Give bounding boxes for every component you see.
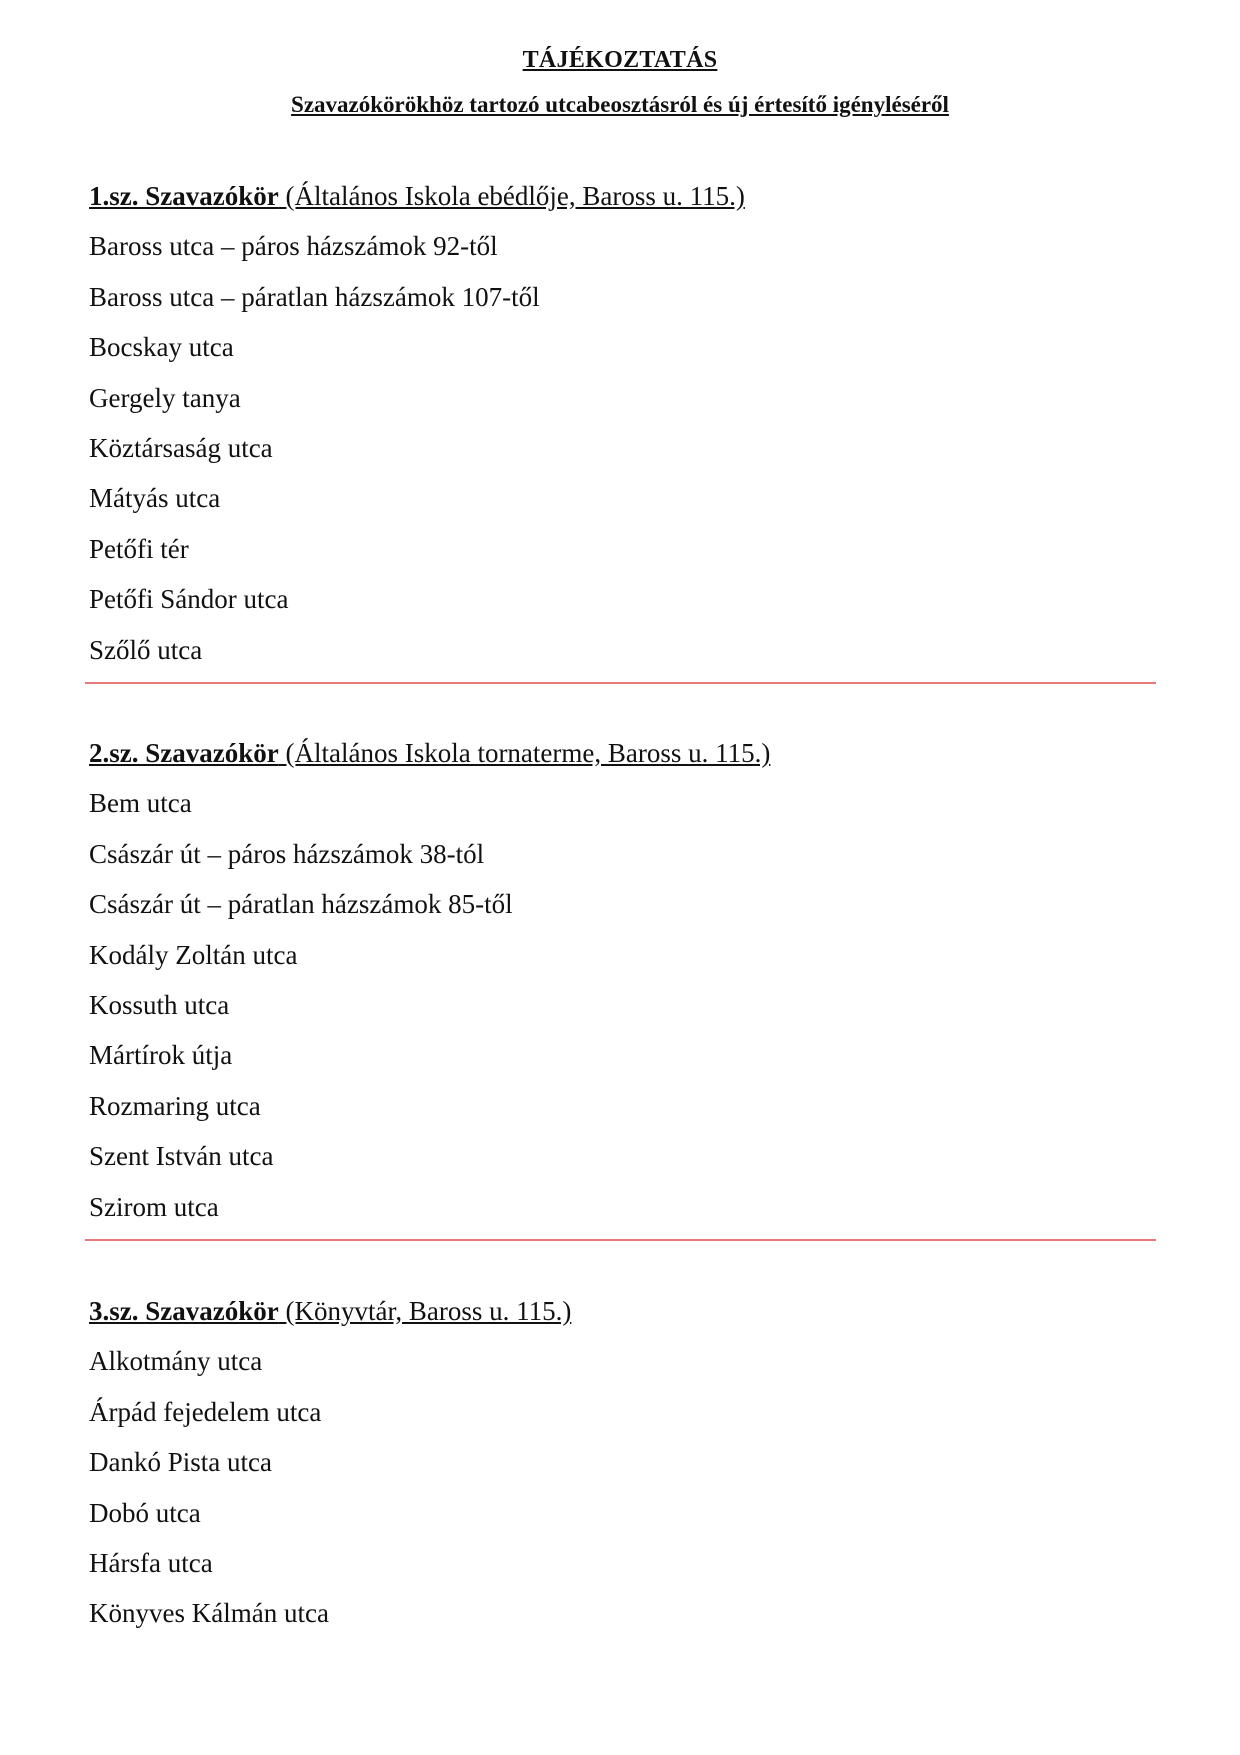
section-heading	[89, 178, 1149, 214]
document-subtitle: Szavazókörökhöz tartozó utcabeosztásról és új értesítő igényléséről	[291, 92, 949, 117]
section-divider	[85, 682, 1156, 684]
street-item: Mátyás utca	[89, 483, 221, 514]
street-item: Petőfi Sándor utca	[89, 584, 289, 615]
polling-district-3	[89, 1293, 1149, 1631]
street-item: Dobó utca	[89, 1497, 201, 1528]
document-title: TÁJÉKOZTATÁS	[522, 47, 718, 73]
section-number: 2.sz. Szavazókör	[89, 738, 279, 768]
street-item: Császár út – páratlan házszámok 85-től	[89, 889, 513, 920]
street-list	[89, 1343, 1149, 1631]
section-heading	[89, 735, 1149, 771]
street-item: Szirom utca	[89, 1191, 219, 1222]
street-item: Baross utca – páros házszámok 92-től	[89, 231, 498, 262]
street-item: Kodály Zoltán utca	[89, 939, 298, 970]
street-item: Hársfa utca	[89, 1547, 213, 1578]
street-item: Könyves Kálmán utca	[89, 1598, 329, 1629]
street-item: Baross utca – páratlan házszámok 107-től	[89, 281, 540, 312]
polling-district-1	[89, 178, 1149, 668]
street-item: Kossuth utca	[89, 989, 230, 1020]
street-item: Dankó Pista utca	[89, 1447, 272, 1478]
section-divider	[85, 1239, 1156, 1241]
section-location: (Általános Iskola ebédlője, Baross u. 115.)	[285, 181, 745, 211]
street-item: Alkotmány utca	[89, 1346, 263, 1377]
section-location: (Általános Iskola tornaterme, Baross u. 115.)	[285, 738, 771, 768]
section-number: 3.sz. Szavazókör	[89, 1296, 279, 1326]
street-list	[89, 228, 1149, 667]
street-item: Mártírok útja	[89, 1040, 233, 1071]
section-heading	[89, 1293, 1149, 1329]
street-item: Köztársaság utca	[89, 432, 273, 463]
section-number: 1.sz. Szavazókör	[89, 181, 279, 211]
street-list	[89, 785, 1149, 1224]
section-location: (Könyvtár, Baross u. 115.)	[285, 1296, 572, 1326]
street-item: Gergely tanya	[89, 382, 241, 413]
polling-district-2	[89, 735, 1149, 1225]
street-item: Császár út – páros házszámok 38-tól	[89, 838, 485, 869]
street-item: Árpád fejedelem utca	[89, 1396, 322, 1427]
street-item: Szent István utca	[89, 1141, 274, 1172]
street-item: Bem utca	[89, 788, 192, 819]
street-item: Rozmaring utca	[89, 1090, 261, 1121]
street-item: Bocskay utca	[89, 332, 234, 363]
street-item: Szőlő utca	[89, 634, 203, 665]
street-item: Petőfi tér	[89, 533, 189, 564]
